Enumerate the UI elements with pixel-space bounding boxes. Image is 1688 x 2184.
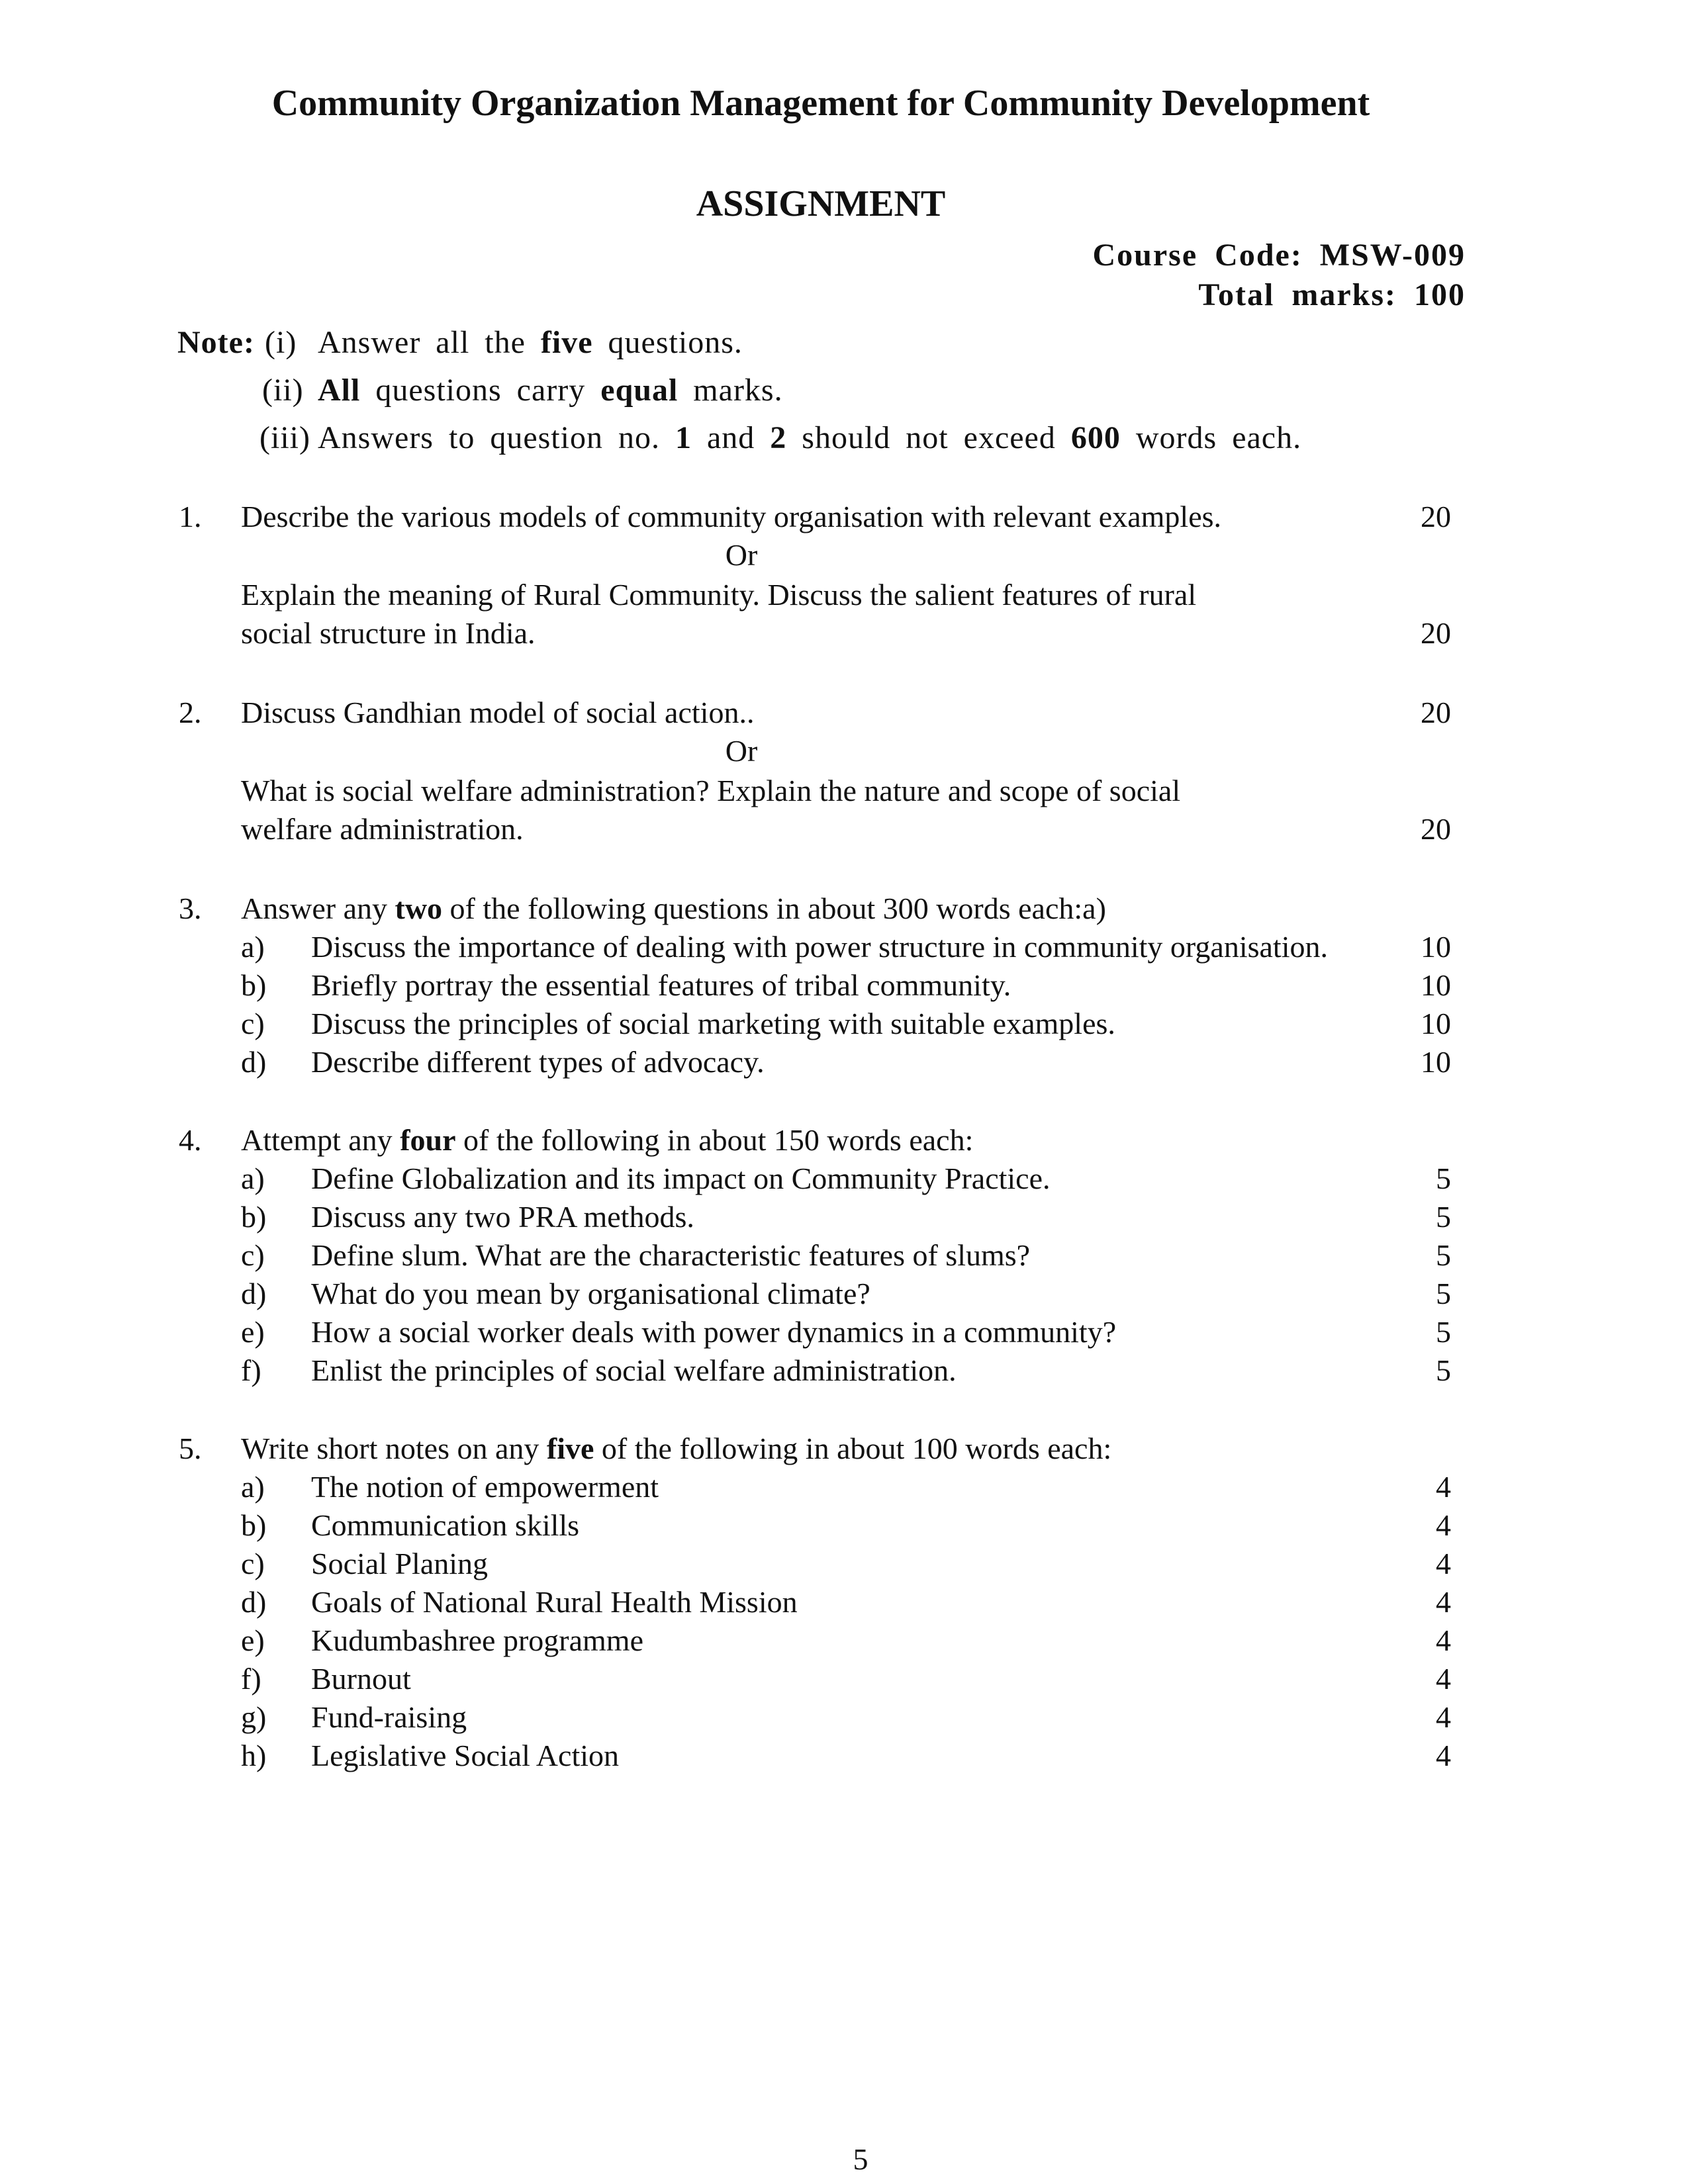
question-2-part-a: Discuss Gandhian model of social action.. — [241, 696, 755, 729]
sub-item-letter: f) — [241, 1662, 261, 1696]
sub-item-marks: 4 — [1436, 1470, 1451, 1504]
sub-item-letter: g) — [241, 1700, 267, 1734]
total-marks: Total marks: 100 — [1198, 277, 1466, 312]
question-number: 4. — [179, 1123, 202, 1157]
sub-item-letter: e) — [241, 1315, 265, 1349]
intro-text: Write short notes on any — [241, 1432, 547, 1465]
sub-item-marks: 4 — [1436, 1585, 1451, 1619]
intro-emphasis: four — [400, 1123, 456, 1157]
or-separator: Or — [725, 734, 758, 768]
note-item-num: (ii) — [262, 373, 304, 408]
question-1-part-a: Describe the various models of community organisation with relevant examples. — [241, 500, 1222, 533]
sub-item-text: Describe different types of advocacy. — [311, 1045, 765, 1079]
question-number: 2. — [179, 696, 202, 729]
sub-item-marks: 10 — [1421, 1007, 1451, 1040]
note-emphasis: equal — [600, 373, 679, 408]
sub-item-text: Briefly portray the essential features of tribal community. — [311, 968, 1011, 1002]
sub-item-letter: c) — [241, 1547, 265, 1580]
question-1-part-b-line1: Explain the meaning of Rural Community. Discuss the salient features of rural — [241, 578, 1197, 612]
sub-item-marks: 5 — [1436, 1161, 1451, 1195]
sub-item-letter: a) — [241, 1161, 265, 1195]
sub-item-letter: d) — [241, 1585, 267, 1619]
question-marks: 20 — [1421, 812, 1451, 846]
note-emphasis: 2 — [770, 420, 787, 455]
question-5-intro — [241, 1431, 1111, 1466]
sub-item-text: Discuss the principles of social marketing with suitable examples. — [311, 1007, 1115, 1040]
sub-item-text: Communication skills — [311, 1508, 580, 1542]
sub-item-letter: e) — [241, 1623, 265, 1657]
sub-item-marks: 4 — [1436, 1700, 1451, 1734]
intro-text: of the following questions in about 300 words each:a) — [442, 891, 1106, 925]
sub-item-text: Kudumbashree programme — [311, 1623, 644, 1657]
sub-item-marks: 4 — [1436, 1662, 1451, 1696]
sub-item-text: Discuss the importance of dealing with power structure in community organisation. — [311, 930, 1328, 964]
intro-emphasis: five — [546, 1432, 594, 1465]
sub-item-marks: 10 — [1421, 930, 1451, 964]
question-4-intro — [241, 1122, 973, 1158]
intro-text: of the following in about 100 words each: — [594, 1432, 1112, 1465]
sub-item-letter: c) — [241, 1238, 265, 1272]
sub-item-marks: 4 — [1436, 1623, 1451, 1657]
or-separator: Or — [725, 538, 758, 572]
sub-item-letter: c) — [241, 1007, 265, 1040]
sub-item-letter: b) — [241, 1508, 267, 1542]
question-3-intro — [241, 891, 1106, 926]
note-item-1 — [265, 324, 297, 361]
sub-item-marks: 4 — [1436, 1508, 1451, 1542]
sub-item-letter: f) — [241, 1353, 261, 1387]
question-marks: 20 — [1421, 696, 1451, 729]
sub-item-letter: b) — [241, 968, 267, 1002]
sub-item-text: How a social worker deals with power dynamics in a community? — [311, 1315, 1117, 1349]
note-emphasis: five — [540, 325, 593, 360]
sub-item-letter: d) — [241, 1045, 267, 1079]
question-2-part-b-line1: What is social welfare administration? Explain the nature and scope of social — [241, 774, 1181, 807]
note-label-text: Note: — [177, 325, 255, 360]
sub-item-marks: 4 — [1436, 1547, 1451, 1580]
sub-item-text: Fund-raising — [311, 1700, 467, 1734]
note-item-1-text — [318, 324, 743, 361]
sub-item-marks: 5 — [1436, 1277, 1451, 1310]
note-text: Answer all the — [318, 325, 541, 360]
note-text: and — [691, 420, 771, 455]
note-item-2 — [262, 372, 304, 408]
sub-item-marks: 10 — [1421, 1045, 1451, 1079]
sub-item-letter: h) — [241, 1739, 267, 1772]
sub-item-letter: a) — [241, 1470, 265, 1504]
course-code: Course Code: MSW-009 — [1092, 238, 1466, 273]
sub-item-letter: b) — [241, 1200, 267, 1234]
note-item-num: (i) — [265, 325, 297, 360]
note-item-2-text — [318, 372, 783, 408]
question-marks: 20 — [1421, 500, 1451, 533]
note-item-num: (iii) — [259, 420, 310, 455]
sub-item-text: Discuss any two PRA methods. — [311, 1200, 694, 1234]
sub-item-text: Burnout — [311, 1662, 411, 1696]
question-number: 3. — [179, 891, 202, 925]
page-number: 5 — [853, 2142, 868, 2176]
sub-item-text: Social Planing — [311, 1547, 489, 1580]
assignment-heading: ASSIGNMENT — [696, 183, 946, 224]
sub-item-text: Define slum. What are the characteristic features of slums? — [311, 1238, 1031, 1272]
note-label — [177, 324, 255, 361]
question-2-part-b-line2: welfare administration. — [241, 812, 524, 846]
note-text: questions. — [592, 325, 743, 360]
note-text: words each. — [1120, 420, 1302, 455]
sub-item-text: Enlist the principles of social welfare administration. — [311, 1353, 957, 1387]
question-number: 5. — [179, 1432, 202, 1465]
document-title: Community Organization Management for Community Development — [271, 83, 1370, 124]
note-text: marks. — [678, 373, 783, 408]
question-marks: 20 — [1421, 616, 1451, 650]
note-text: Answers to question no. — [318, 420, 675, 455]
sub-item-text: Goals of National Rural Health Mission — [311, 1585, 798, 1619]
note-text: should not exceed — [786, 420, 1071, 455]
question-number: 1. — [179, 500, 202, 533]
sub-item-marks: 5 — [1436, 1315, 1451, 1349]
note-emphasis: 1 — [675, 420, 692, 455]
note-emphasis: 600 — [1070, 420, 1121, 455]
sub-item-marks: 10 — [1421, 968, 1451, 1002]
question-1-part-b-line2: social structure in India. — [241, 616, 536, 650]
sub-item-letter: a) — [241, 930, 265, 964]
sub-item-marks: 5 — [1436, 1200, 1451, 1234]
intro-text: Answer any — [241, 891, 395, 925]
intro-emphasis: two — [395, 891, 443, 925]
note-item-3-text — [318, 420, 1301, 456]
sub-item-letter: d) — [241, 1277, 267, 1310]
sub-item-text: The notion of empowerment — [311, 1470, 659, 1504]
note-item-3 — [259, 420, 310, 456]
sub-item-text: What do you mean by organisational climate? — [311, 1277, 870, 1310]
sub-item-text: Legislative Social Action — [311, 1739, 620, 1772]
note-text: questions carry — [360, 373, 601, 408]
sub-item-text: Define Globalization and its impact on Community Practice. — [311, 1161, 1051, 1195]
intro-text: Attempt any — [241, 1123, 400, 1157]
sub-item-marks: 4 — [1436, 1739, 1451, 1772]
note-emphasis: All — [318, 373, 361, 408]
intro-text: of the following in about 150 words each: — [455, 1123, 974, 1157]
sub-item-marks: 5 — [1436, 1353, 1451, 1387]
sub-item-marks: 5 — [1436, 1238, 1451, 1272]
